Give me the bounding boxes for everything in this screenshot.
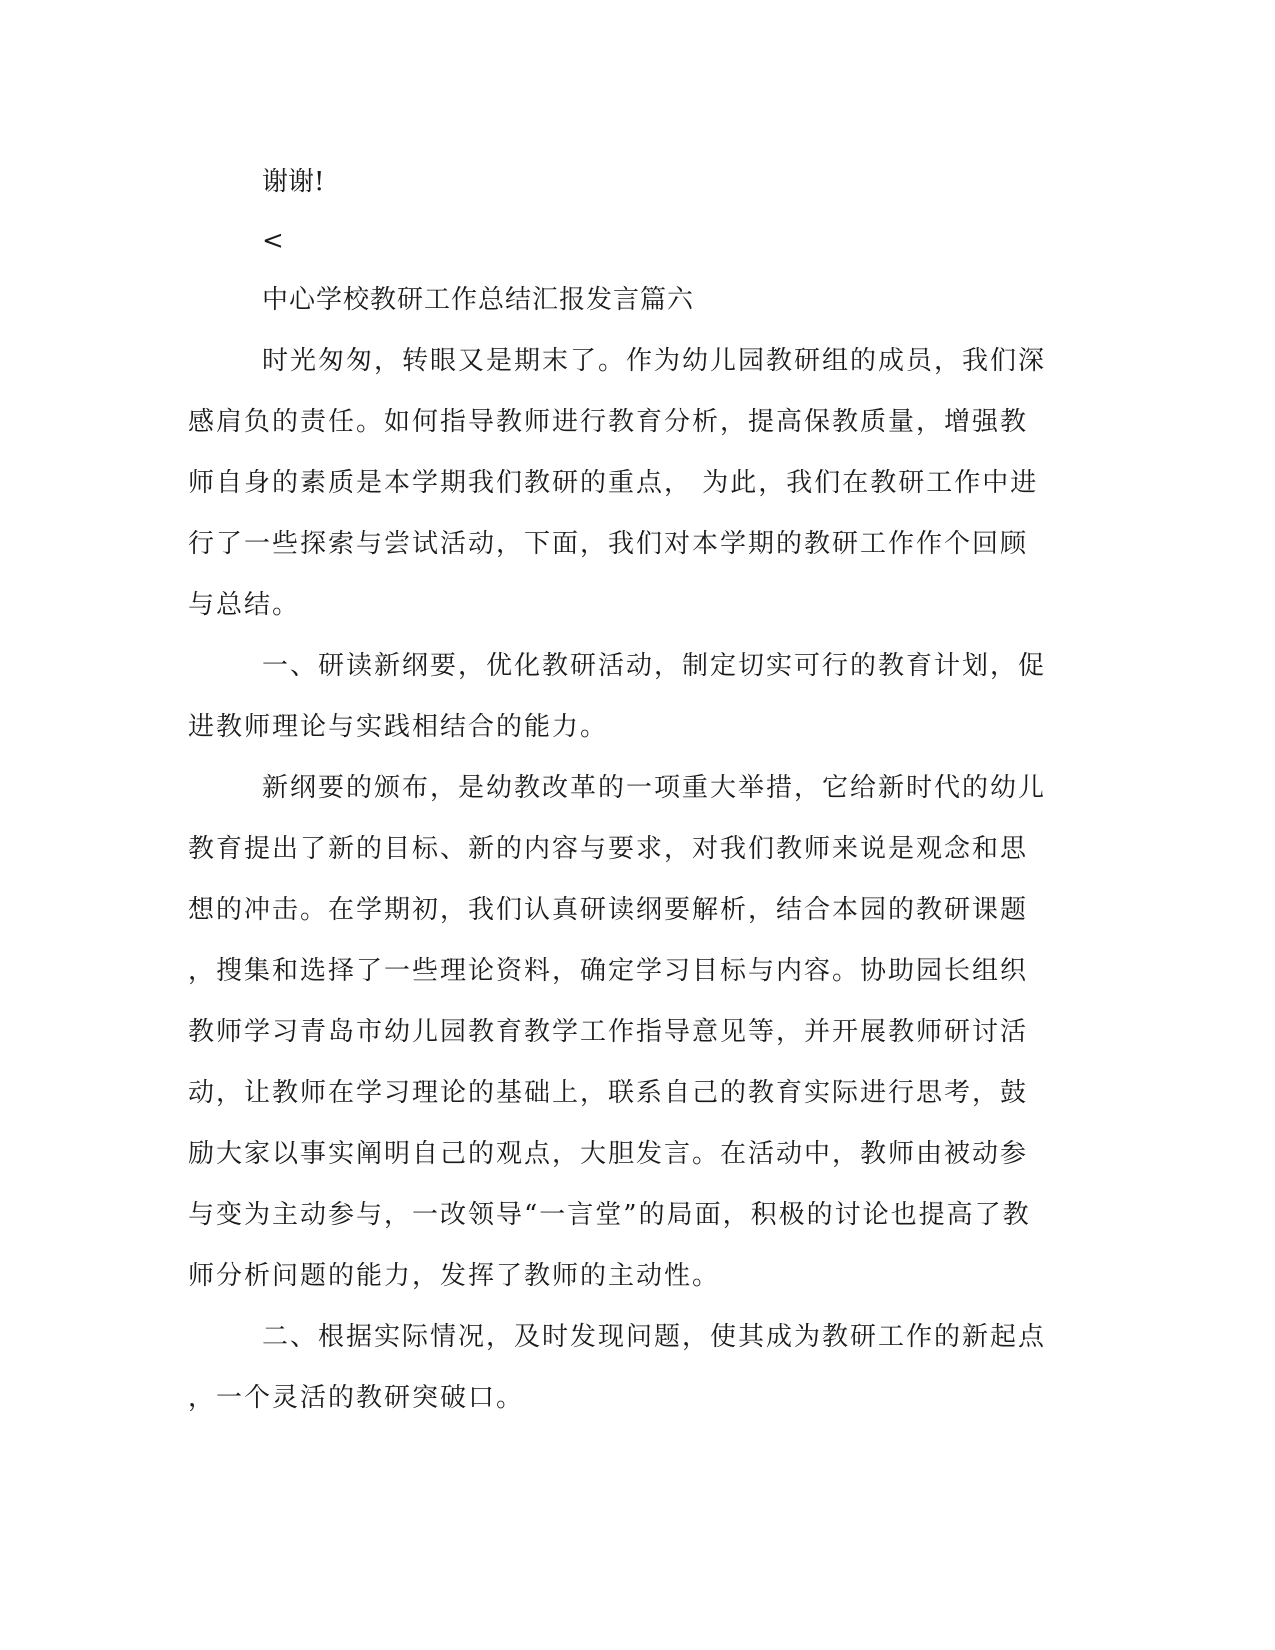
paragraph-line: 想的冲击。在学期初，我们认真研读纲要解析，结合本园的教研课题 — [188, 895, 1029, 925]
paragraph-line: 时光匆匆，转眼又是期末了。作为幼儿园教研组的成员，我们深 — [262, 346, 1047, 376]
less-than-symbol: < — [262, 226, 284, 256]
paragraph-1 — [188, 331, 1088, 636]
paragraph-3 — [188, 758, 1088, 1307]
paragraph-line: 与变为主动参与，一改领导“一言堂”的局面，积极的讨论也提高了教 — [188, 1200, 1031, 1230]
paragraph-line: 新纲要的颁布，是幼教改革的一项重大举措，它给新时代的幼儿 — [262, 773, 1047, 803]
paragraph-line: 动，让教师在学习理论的基础上，联系自己的教育实际进行思考，鼓 — [188, 1078, 1029, 1108]
paragraph-line: 教师学习青岛市幼儿园教育教学工作指导意见等，并开展教师研讨活 — [188, 1017, 1029, 1047]
paragraph-line: 感肩负的责任。如何指导教师进行教育分析，提高保教质量，增强教 — [188, 407, 1029, 437]
paragraph-line: 师分析问题的能力，发挥了教师的主动性。 — [188, 1261, 721, 1291]
paragraph-line: ，搜集和选择了一些理论资料，确定学习目标与内容。协助园长组织 — [188, 956, 1029, 986]
document-body — [188, 331, 1088, 1429]
closing-text: 谢谢! — [262, 167, 325, 197]
paragraph-2 — [188, 636, 1088, 758]
paragraph-4 — [188, 1307, 1088, 1429]
paragraph-line: 行了一些探索与尝试活动，下面，我们对本学期的教研工作作个回顾 — [188, 529, 1029, 559]
paragraph-line: 励大家以事实阐明自己的观点，大胆发言。在活动中，教师由被动参 — [188, 1139, 1029, 1169]
paragraph-line: ，一个灵活的教研突破口。 — [188, 1383, 525, 1413]
section-title: 中心学校教研工作总结汇报发言篇六 — [262, 285, 695, 315]
paragraph-line: 进教师理论与实践相结合的能力。 — [188, 712, 609, 742]
paragraph-line: 一、研读新纲要，优化教研活动，制定切实可行的教育计划，促 — [262, 651, 1047, 681]
paragraph-line: 教育提出了新的目标、新的内容与要求，对我们教师来说是观念和思 — [188, 834, 1029, 864]
paragraph-line: 师自身的素质是本学期我们教研的重点， 为此，我们在教研工作中进 — [188, 468, 1039, 498]
paragraph-line: 与总结。 — [188, 590, 301, 620]
paragraph-line: 二、根据实际情况，及时发现问题，使其成为教研工作的新起点 — [262, 1322, 1047, 1352]
